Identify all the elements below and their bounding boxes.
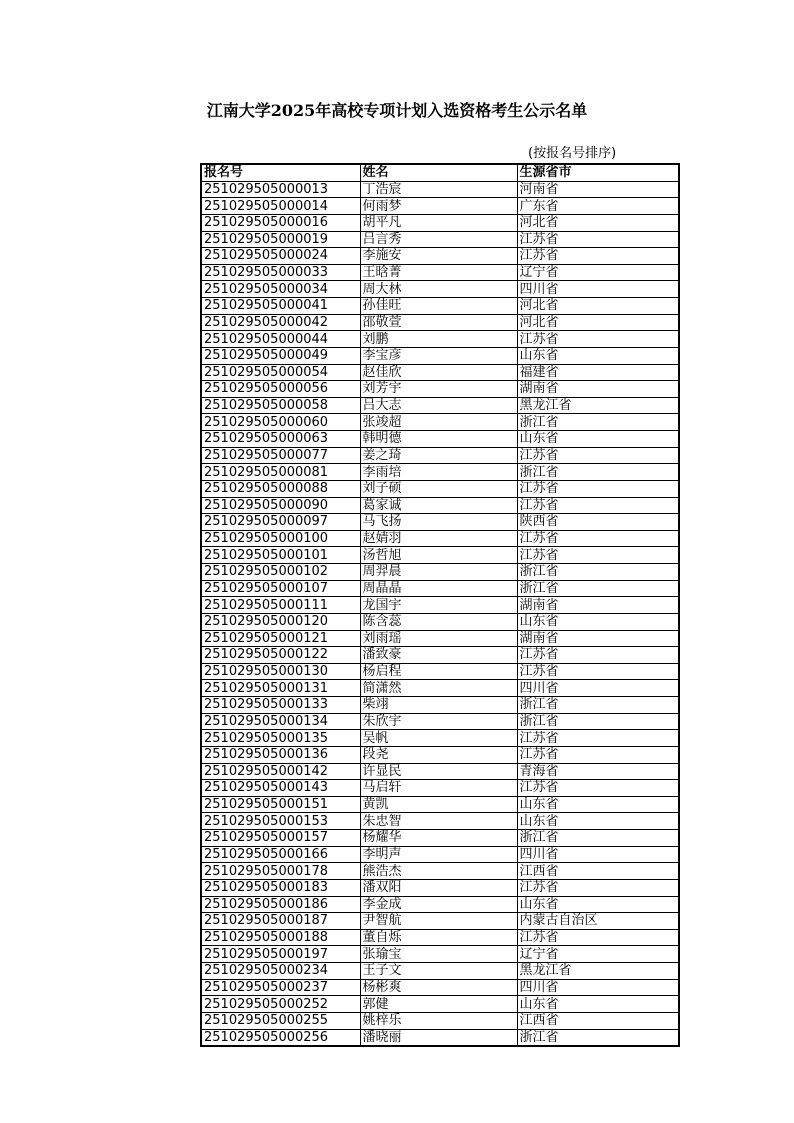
name-cell: 邵敬萱 [360,314,517,331]
name-cell: 吴帆 [360,730,517,747]
table-row [201,946,679,963]
registration-number-cell: 251029505000143 [201,780,360,797]
province-cell: 黑龙江省 [517,397,679,414]
table-row [201,397,679,414]
province-cell: 浙江省 [517,697,679,714]
name-cell: 段尧 [360,746,517,763]
name-cell: 汤哲旭 [360,547,517,564]
province-cell: 江苏省 [517,231,679,248]
name-cell: 周大林 [360,281,517,298]
registration-number-cell: 251029505000130 [201,663,360,680]
province-cell: 山东省 [517,996,679,1013]
name-cell: 姚梓乐 [360,1012,517,1029]
registration-number-cell: 251029505000056 [201,381,360,398]
registration-number-cell: 251029505000151 [201,796,360,813]
registration-number-cell: 251029505000049 [201,347,360,364]
name-cell: 刘雨瑶 [360,630,517,647]
table-row [201,564,679,581]
registration-number-cell: 251029505000255 [201,1012,360,1029]
name-cell: 何雨梦 [360,198,517,215]
table-row [201,929,679,946]
registration-number-cell: 251029505000088 [201,480,360,497]
province-cell: 广东省 [517,198,679,215]
registration-number-cell: 251029505000234 [201,963,360,980]
province-cell: 山东省 [517,796,679,813]
table-row [201,663,679,680]
province-cell: 四川省 [517,979,679,996]
table-row [201,547,679,564]
province-cell: 浙江省 [517,1029,679,1046]
registration-number-cell: 251029505000178 [201,863,360,880]
table-row [201,431,679,448]
name-cell: 潘双阳 [360,879,517,896]
name-cell: 马启轩 [360,780,517,797]
registration-number-cell: 251029505000016 [201,214,360,231]
table-row [201,979,679,996]
table-row [201,198,679,215]
registration-number-cell: 251029505000077 [201,447,360,464]
name-cell: 郭健 [360,996,517,1013]
province-cell: 山东省 [517,613,679,630]
table-row [201,314,679,331]
name-cell: 许显民 [360,763,517,780]
registration-number-cell: 251029505000102 [201,564,360,581]
table-row [201,364,679,381]
registration-number-cell: 251029505000101 [201,547,360,564]
registration-number-cell: 251029505000060 [201,414,360,431]
table-row [201,414,679,431]
table-row [201,730,679,747]
name-cell: 丁浩宸 [360,181,517,198]
table-row [201,381,679,398]
name-cell: 朱忠智 [360,813,517,830]
table-row [201,464,679,481]
registration-number-cell: 251029505000157 [201,830,360,847]
province-cell: 江西省 [517,863,679,880]
province-cell: 四川省 [517,680,679,697]
province-cell: 江苏省 [517,530,679,547]
name-cell: 刘鹏 [360,331,517,348]
table-row [201,613,679,630]
table-row [201,996,679,1013]
province-cell: 江苏省 [517,497,679,514]
table-row [201,248,679,265]
province-cell: 辽宁省 [517,946,679,963]
name-cell: 李雨培 [360,464,517,481]
name-cell: 吕大志 [360,397,517,414]
table-row [201,863,679,880]
province-cell: 河北省 [517,298,679,315]
table-row [201,1029,679,1046]
registration-number-cell: 251029505000081 [201,464,360,481]
registration-number-cell: 251029505000183 [201,879,360,896]
name-cell: 熊浩杰 [360,863,517,880]
name-cell: 周羿晨 [360,564,517,581]
table-row [201,713,679,730]
table-row [201,597,679,614]
table-row [201,879,679,896]
registration-number-cell: 251029505000034 [201,281,360,298]
registration-number-cell: 251029505000100 [201,530,360,547]
province-cell: 河南省 [517,181,679,198]
table-row [201,281,679,298]
province-cell: 江西省 [517,1012,679,1029]
province-cell: 江苏省 [517,929,679,946]
registration-number-cell: 251029505000041 [201,298,360,315]
name-cell: 葛家诚 [360,497,517,514]
table-header-row [201,164,679,181]
name-cell: 王子文 [360,963,517,980]
table-row [201,963,679,980]
province-cell: 湖南省 [517,630,679,647]
registration-number-cell: 251029505000063 [201,431,360,448]
name-cell: 韩明德 [360,431,517,448]
registration-number-cell: 251029505000256 [201,1029,360,1046]
table-row [201,264,679,281]
name-cell: 柴翊 [360,697,517,714]
province-cell: 浙江省 [517,414,679,431]
registration-number-cell: 251029505000187 [201,913,360,930]
registration-number-cell: 251029505000014 [201,198,360,215]
registration-number-cell: 251029505000122 [201,647,360,664]
province-cell: 黑龙江省 [517,963,679,980]
name-cell: 潘致豪 [360,647,517,664]
province-cell: 青海省 [517,763,679,780]
name-cell: 吕言秀 [360,231,517,248]
name-cell: 杨启程 [360,663,517,680]
name-cell: 周晶晶 [360,580,517,597]
province-cell: 江苏省 [517,647,679,664]
province-cell: 江苏省 [517,746,679,763]
table-row [201,1012,679,1029]
name-cell: 李明声 [360,846,517,863]
table-row [201,913,679,930]
registration-number-cell: 251029505000024 [201,248,360,265]
name-cell: 张竣超 [360,414,517,431]
name-cell: 龙国宇 [360,597,517,614]
registration-number-cell: 251029505000136 [201,746,360,763]
table-row [201,181,679,198]
name-cell: 孙佳旺 [360,298,517,315]
table-row [201,763,679,780]
name-cell: 董自烁 [360,929,517,946]
table-row [201,298,679,315]
name-cell: 潘晓丽 [360,1029,517,1046]
registration-number-cell: 251029505000120 [201,613,360,630]
name-cell: 胡平凡 [360,214,517,231]
province-cell: 江苏省 [517,663,679,680]
province-cell: 江苏省 [517,780,679,797]
registration-number-cell: 251029505000042 [201,314,360,331]
table-row [201,231,679,248]
table-row [201,530,679,547]
table-row [201,746,679,763]
table-row [201,480,679,497]
table-row [201,214,679,231]
name-cell: 刘子硕 [360,480,517,497]
name-cell: 赵婧羽 [360,530,517,547]
registration-number-cell: 251029505000121 [201,630,360,647]
province-cell: 江苏省 [517,730,679,747]
registration-number-cell: 251029505000188 [201,929,360,946]
name-cell: 姜之琦 [360,447,517,464]
registration-number-cell: 251029505000013 [201,181,360,198]
name-cell: 朱欣宇 [360,713,517,730]
registration-number-cell: 251029505000097 [201,514,360,531]
page-title: 江南大学2025年高校专项计划入选资格考生公示名单 [206,101,588,120]
name-cell: 张瑜宝 [360,946,517,963]
registration-number-cell: 251029505000054 [201,364,360,381]
table-row [201,796,679,813]
name-cell: 陈含蕊 [360,613,517,630]
registration-number-cell: 251029505000252 [201,996,360,1013]
province-cell: 河北省 [517,314,679,331]
province-cell: 四川省 [517,846,679,863]
registration-number-cell: 251029505000134 [201,713,360,730]
province-cell: 江苏省 [517,447,679,464]
header-province: 生源省市 [517,164,679,181]
name-cell: 马飞扬 [360,514,517,531]
name-cell: 李宝彦 [360,347,517,364]
province-cell: 浙江省 [517,564,679,581]
registration-number-cell: 251029505000111 [201,597,360,614]
province-cell: 浙江省 [517,464,679,481]
province-cell: 山东省 [517,431,679,448]
name-cell: 黄凯 [360,796,517,813]
registration-number-cell: 251029505000153 [201,813,360,830]
table-row [201,630,679,647]
table-row [201,447,679,464]
province-cell: 江苏省 [517,248,679,265]
table-row [201,830,679,847]
name-cell: 刘芳宇 [360,381,517,398]
table-row [201,580,679,597]
province-cell: 山东省 [517,896,679,913]
sort-note: (按报名号排序) [528,146,617,161]
table-row [201,331,679,348]
registration-number-cell: 251029505000044 [201,331,360,348]
registration-number-cell: 251029505000142 [201,763,360,780]
table-row [201,647,679,664]
registration-number-cell: 251029505000058 [201,397,360,414]
province-cell: 江苏省 [517,879,679,896]
province-cell: 内蒙古自治区 [517,913,679,930]
province-cell: 江苏省 [517,480,679,497]
registration-number-cell: 251029505000186 [201,896,360,913]
name-cell: 李金成 [360,896,517,913]
registration-number-cell: 251029505000135 [201,730,360,747]
province-cell: 辽宁省 [517,264,679,281]
table-row [201,846,679,863]
province-cell: 江苏省 [517,331,679,348]
province-cell: 浙江省 [517,830,679,847]
table-row [201,780,679,797]
registration-number-cell: 251029505000019 [201,231,360,248]
table-row [201,497,679,514]
province-cell: 四川省 [517,281,679,298]
name-cell: 杨彬爽 [360,979,517,996]
registration-number-cell: 251029505000197 [201,946,360,963]
table-row [201,896,679,913]
name-cell: 杨耀华 [360,830,517,847]
registration-number-cell: 251029505000131 [201,680,360,697]
name-cell: 尹智航 [360,913,517,930]
name-cell: 赵佳欣 [360,364,517,381]
registration-number-cell: 251029505000133 [201,697,360,714]
name-cell: 李施安 [360,248,517,265]
table-row [201,680,679,697]
registration-number-cell: 251029505000237 [201,979,360,996]
province-cell: 山东省 [517,347,679,364]
name-cell: 简潇然 [360,680,517,697]
header-registration-number: 报名号 [201,164,360,181]
province-cell: 陕西省 [517,514,679,531]
header-name: 姓名 [360,164,517,181]
province-cell: 江苏省 [517,547,679,564]
province-cell: 浙江省 [517,580,679,597]
registration-number-cell: 251029505000166 [201,846,360,863]
province-cell: 河北省 [517,214,679,231]
province-cell: 山东省 [517,813,679,830]
table-row [201,697,679,714]
registration-number-cell: 251029505000033 [201,264,360,281]
candidate-table [200,163,680,1047]
name-cell: 王晗菁 [360,264,517,281]
registration-number-cell: 251029505000107 [201,580,360,597]
province-cell: 湖南省 [517,381,679,398]
province-cell: 福建省 [517,364,679,381]
province-cell: 湖南省 [517,597,679,614]
province-cell: 浙江省 [517,713,679,730]
registration-number-cell: 251029505000090 [201,497,360,514]
table-row [201,514,679,531]
table-row [201,347,679,364]
table-row [201,813,679,830]
